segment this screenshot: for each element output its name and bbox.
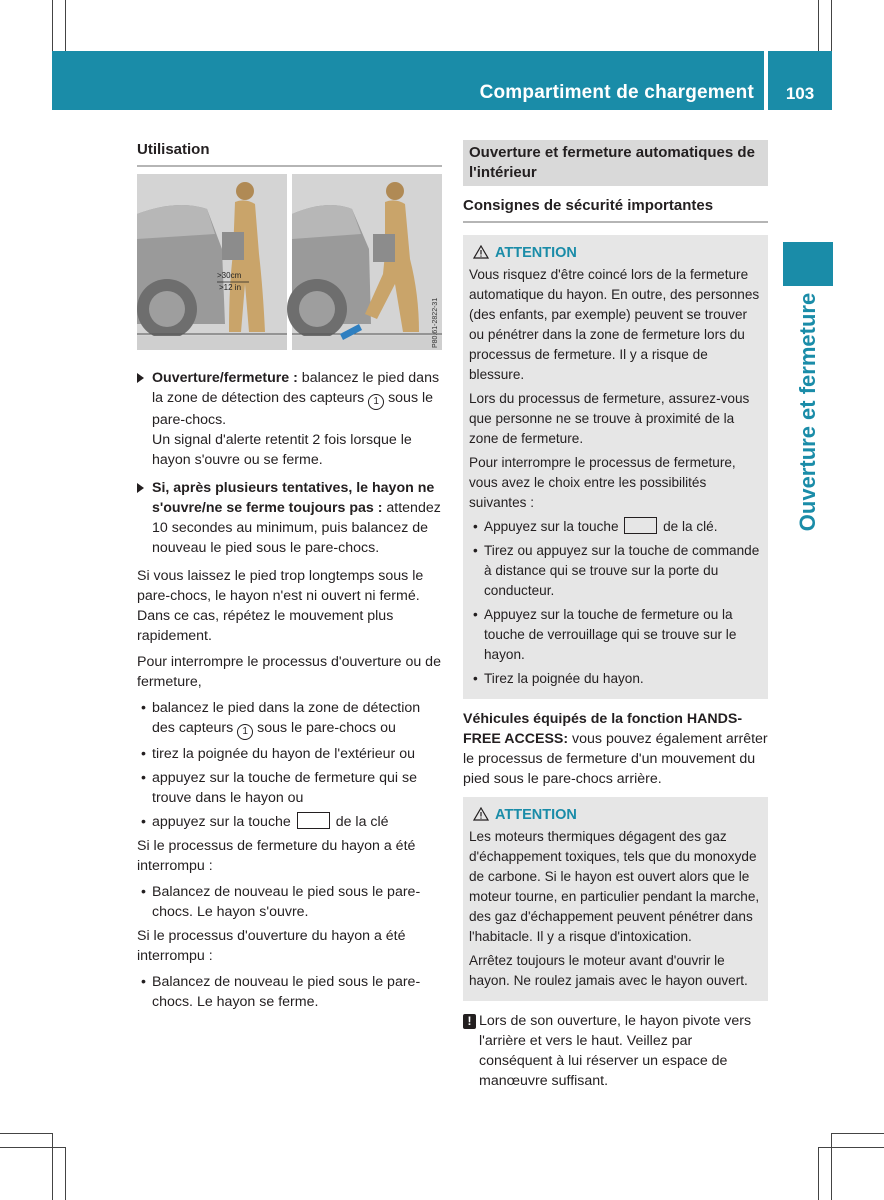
note-item [463,1011,768,1091]
right-column [463,140,768,1091]
list-text: Appuyez sur la touche [484,519,623,534]
chapter-tab-label: Ouverture et fermeture [795,292,820,532]
callout-number-icon: 1 [368,394,384,410]
step-label: Si, après plusieurs tentatives, le hayon ne s'ouvre/ne se ferme toujours pas : [152,480,435,516]
note-text: Lors de son ouverture, le hayon pivote vers l'arrière et vers le haut. Veillez par conséquent à lui réserver un espace de manœuvre suffisant. [479,1013,752,1089]
paragraph: Pour interrompre le processus d'ouverture ou de fermeture, [137,654,441,690]
list-item [469,517,762,537]
crop-mark [831,1133,884,1134]
warning-text: Pour interrompre le processus de fermeture, vous avez le choix entre les possibilités suivantes : [469,455,736,510]
list-item: • Balancez de nouveau le pied sous le pare-chocs. Le hayon s'ouvre. [137,882,442,922]
warning-text: Arrêtez toujours le moteur avant d'ouvrir le hayon. Ne roulez jamais avec le hayon ouvert. [469,953,748,988]
figure-reference: P80.61-2822-31 [432,297,439,348]
subheading: Consignes de sécurité importantes [463,196,768,223]
page-title: Compartiment de chargement [479,82,754,103]
list-item: • Tirez la poignée du hayon. [469,669,762,689]
warning-box [463,235,768,699]
crop-mark [65,1147,66,1200]
tailgate-key-icon [624,517,657,534]
paragraph: Si le processus d'ouverture du hayon a été interrompu : [137,928,406,964]
warning-triangle-icon [473,245,489,259]
page-number-box [768,51,832,110]
step-item [137,478,442,558]
list-text: sous le pare-chocs ou [253,720,396,736]
page-header [52,51,764,110]
section-title: Ouverture et fermeture automatiques de l'intérieur [463,140,768,186]
list-text: balancez le pied dans la zone de détection des capteurs [152,700,421,736]
crop-mark [0,1133,52,1134]
list-item: • Tirez ou appuyez sur la touche de commande à distance qui se trouve sur la porte du conducteur. [469,541,762,601]
page-number: 103 [785,84,815,103]
paragraph: Si vous laissez le pied trop longtemps sous le pare-chocs, le hayon n'est ni ouvert ni fermé. Dans ce cas, répétez le mouvement plus rapidement. [137,568,424,644]
crop-mark [65,0,66,52]
crop-mark [818,0,819,52]
figure-illustration [137,174,442,350]
paragraph-label: Véhicules équipés de la fonction HANDS-FREE ACCESS: [463,711,743,747]
exclamation-icon: ! [463,1014,476,1029]
crop-mark [818,1147,884,1148]
list-item: • Balancez de nouveau le pied sous le pare-chocs. Le hayon se ferme. [137,972,442,1012]
list-item [137,698,442,740]
crop-mark [52,1133,53,1200]
warning-triangle-icon [473,807,489,821]
warning-text: Vous risquez d'être coincé lors de la fermeture automatique du hayon. En outre, des personnes (des enfants, par exemple) peuvent se trouver ou pénétrer dans la zone de fermeture lors du processus de fermeture. Il y a risque de blessure. [469,267,760,382]
list-text: de la clé. [659,519,718,534]
list-item [137,812,442,832]
tailgate-key-icon [297,812,330,829]
list-item: • appuyez sur la touche de fermeture qui se trouve dans le hayon ou [137,768,442,808]
section-heading: Utilisation [137,140,442,167]
warning-title [469,243,762,263]
list-item: • Appuyez sur la touche de fermeture ou la touche de verrouillage qui se trouve sur le hayon. [469,605,762,665]
list-text: appuyez sur la touche [152,814,295,830]
figure-hands-free [137,174,442,350]
warning-title [469,805,762,825]
figure-label: >12 in [219,283,242,292]
chapter-tab-marker [783,242,833,286]
arrow-icon [137,483,144,493]
paragraph: Si le processus de fermeture du hayon a été interrompu : [137,838,416,874]
list-text: de la clé [331,814,389,830]
warning-title-text: ATTENTION [495,245,577,261]
crop-mark [0,1147,66,1148]
warning-text: Lors du processus de fermeture, assurez-vous que personne ne se trouve à proximité de la zone de fermeture. [469,391,750,446]
crop-mark [831,1133,832,1200]
step-text: attendez 10 secondes au minimum, puis balancez de nouveau le pied sous le pare-chocs. [152,500,441,556]
crop-mark [831,0,832,52]
warning-text: Les moteurs thermiques dégagent des gaz d'échappement toxiques, tels que du monoxyde de carbone. Si le hayon est ouvert alors que le moteur tourne, en particulier pendant la marche, des gaz d'échappement peuvent pénétrer dans l'habitacle. Il y a risque d'intoxication. [469,829,760,944]
step-text: Un signal d'alerte retentit 2 fois lorsque le hayon s'ouvre ou se ferme. [152,432,412,468]
callout-number-icon: 1 [237,724,253,740]
arrow-icon [137,373,144,383]
step-label: Ouverture/fermeture : [152,370,298,386]
crop-mark [52,0,53,52]
step-text: sous le pare-chocs. [152,390,434,428]
step-item [137,368,442,470]
paragraph-text: vous pouvez également arrêter le processus de fermeture d'un mouvement du pied sous le pare-chocs arrière. [463,731,768,787]
warning-box [463,797,768,1001]
warning-title-text: ATTENTION [495,807,577,823]
crop-mark [818,1147,819,1200]
list-item: • tirez la poignée du hayon de l'extérieur ou [137,744,442,764]
figure-label: >30cm [217,271,242,280]
step-text: balancez le pied dans la zone de détection des capteurs [152,370,440,406]
paragraph [463,709,768,789]
